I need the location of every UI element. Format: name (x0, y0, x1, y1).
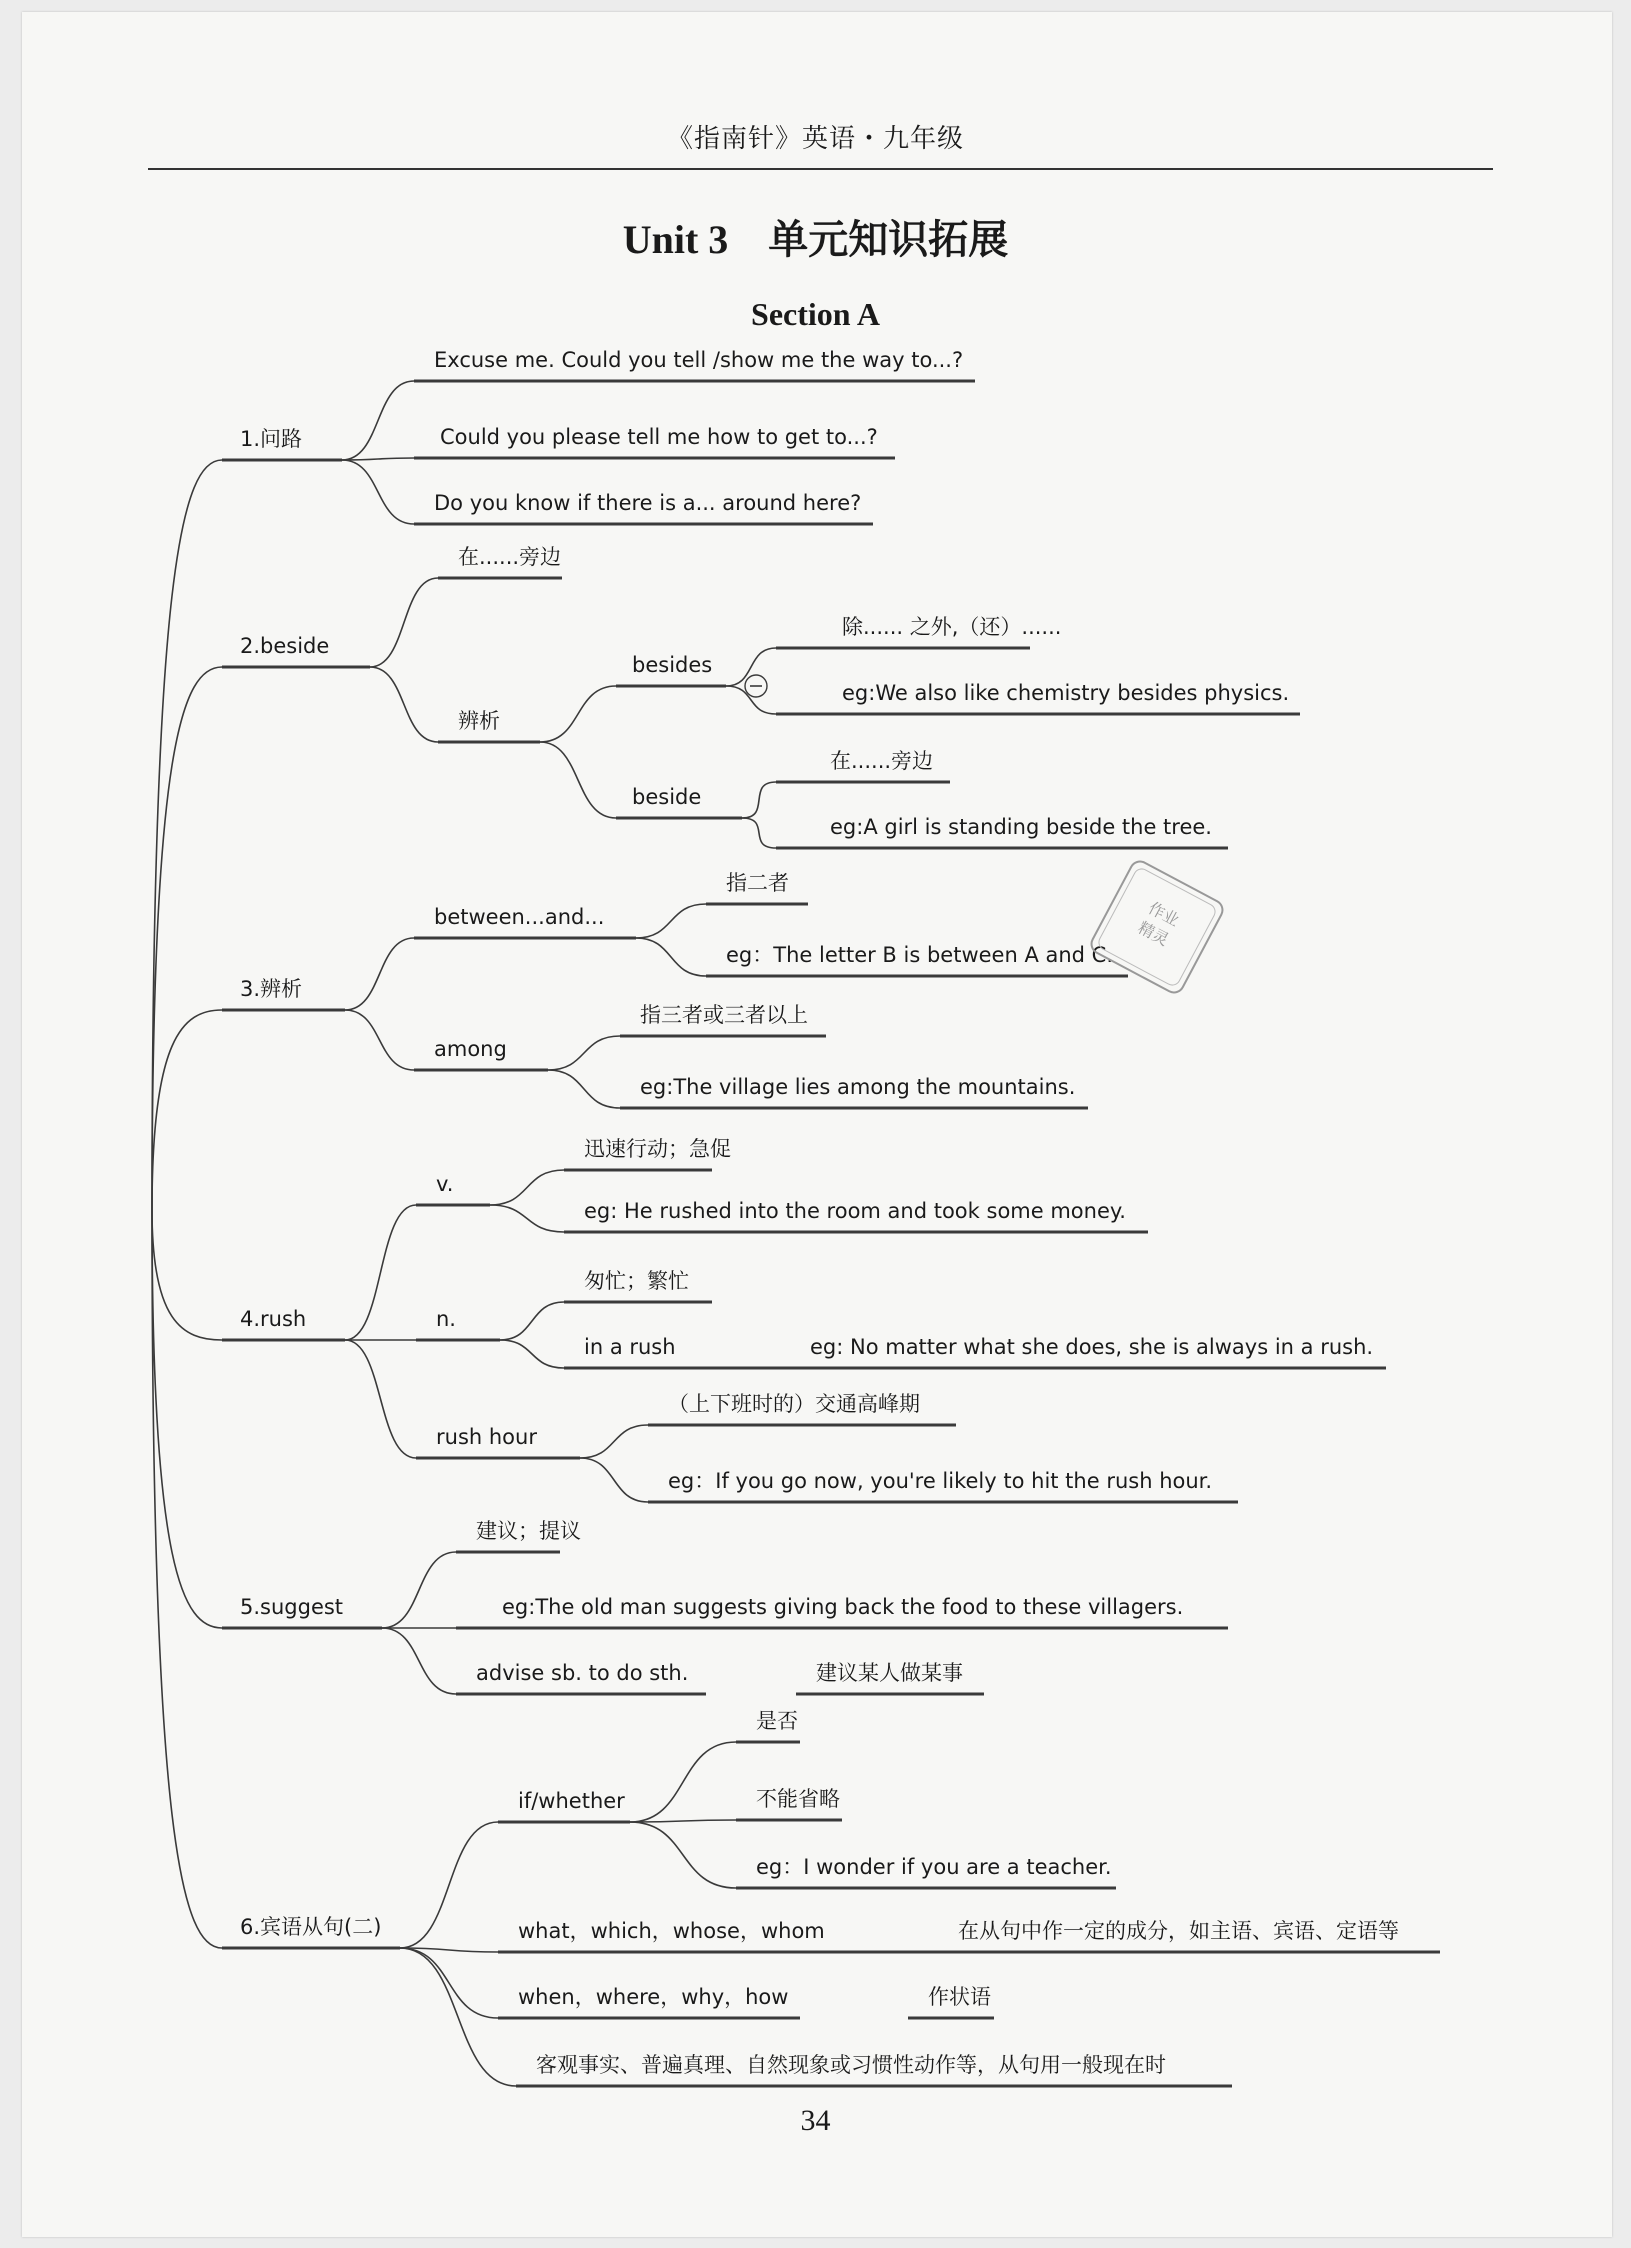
node-between: between...and... (434, 905, 605, 929)
node-besides-meaning: 除...... 之外,（还）...... (842, 615, 1062, 639)
node-beside-sub-example: eg:A girl is standing beside the tree. (830, 815, 1212, 839)
node-among: among (434, 1037, 507, 1061)
connector-n4a-n4a2 (490, 1205, 564, 1232)
node-among-meaning: 指三者或三者以上 (640, 1003, 808, 1027)
connector-n3b-n3b2 (548, 1070, 620, 1108)
node-wh-pronouns-role: 在从句中作一定的成分，如主语、宾语、定语等 (958, 1919, 1399, 1943)
page-number: 34 (800, 2104, 831, 2137)
node-between-example: eg：The letter B is between A and C. (726, 943, 1114, 967)
node-in-a-rush: in a rush (584, 1335, 676, 1359)
node-suggest-example: eg:The old man suggests giving back the food to these villagers. (502, 1595, 1184, 1619)
node-rush-verb-meaning: 迅速行动；急促 (584, 1137, 731, 1161)
node-advise: advise sb. to do sth. (476, 1661, 689, 1685)
node-besides: besides (632, 653, 713, 677)
trunk-connector-n6 (152, 1210, 222, 1948)
node-rush-hour-meaning: （上下班时的）交通高峰期 (668, 1392, 920, 1416)
node-between-meaning: 指二者 (726, 871, 789, 895)
connector-n3a-n3a1 (636, 904, 706, 938)
connector-n4b-n4b1 (500, 1302, 564, 1340)
node-object-clause: 6.宾语从句(二) (240, 1915, 382, 1939)
node-beside-sub-meaning: 在......旁边 (830, 749, 934, 773)
connector-n3b-n3b1 (548, 1036, 620, 1070)
connector-n4a-n4a1 (490, 1170, 564, 1205)
trunk-connector-n4 (152, 1210, 222, 1340)
node-beside-sub: beside (632, 785, 702, 809)
connector-n6a-n6a1 (630, 1742, 736, 1822)
node-rush: 4.rush (240, 1307, 307, 1331)
node-wh-pronouns: what，which，whose，whom (518, 1919, 825, 1943)
connector-n3-n3a (345, 938, 414, 1010)
trunk-connector-n1 (152, 460, 222, 1210)
connector-n2b2-n2b2b (742, 818, 776, 848)
node-advise-meaning: 建议某人做某事 (816, 1661, 963, 1685)
node-ask-way-1: Excuse me. Could you tell /show me the way to...? (434, 348, 964, 372)
connector-n3-n3b (345, 1010, 414, 1070)
connector-n3a-n3a2 (636, 938, 706, 976)
node-rush-verb-example: eg: He rushed into the room and took some money. (584, 1199, 1126, 1223)
connector-n5-n5a (382, 1552, 456, 1628)
node-suggest: 5.suggest (240, 1595, 344, 1619)
node-tense-rule: 客观事实、普遍真理、自然现象或习惯性动作等，从句用一般现在时 (536, 2053, 1166, 2077)
node-besides-example: eg:We also like chemistry besides physics. (842, 681, 1290, 705)
node-among-example: eg:The village lies among the mountains. (640, 1075, 1076, 1099)
connector-n1-n1c (342, 460, 414, 524)
connector-n6-n6c (400, 1948, 498, 2018)
book-header: 《指南针》英语・九年级 (666, 124, 964, 154)
node-in-a-rush-example: eg: No matter what she does, she is always in a rush. (810, 1335, 1374, 1359)
node-compare: 3.辨析 (240, 977, 303, 1001)
node-if-whether: if/whether (518, 1789, 625, 1813)
connector-n5-n5c (382, 1628, 456, 1694)
node-if-whether-example: eg：I wonder if you are a teacher. (756, 1855, 1112, 1879)
node-wh-adverbs: when，where，why，how (518, 1985, 789, 2009)
node-rush-hour-example: eg：If you go now, you're likely to hit the rush hour. (668, 1469, 1213, 1493)
connector-n2b2-n2b2a (742, 782, 776, 818)
trunk-connector-n3 (152, 1010, 222, 1210)
node-rush-verb: v. (436, 1172, 454, 1196)
connector-n2-n2a (370, 578, 438, 667)
connector-n2b-n2b1 (540, 686, 616, 742)
trunk-connector-n2 (152, 667, 222, 1210)
connector-n4-n4a (345, 1205, 416, 1340)
connector-n6-n6a (400, 1822, 498, 1948)
trunk-connector-n5 (152, 1210, 222, 1628)
connector-n1-n1a (342, 381, 414, 460)
node-beside-meaning: 在......旁边 (458, 545, 562, 569)
node-if-whether-meaning: 是否 (756, 1709, 798, 1733)
node-rush-noun-meaning: 匆忙；繁忙 (584, 1269, 689, 1293)
node-beside-compare: 辨析 (458, 709, 500, 733)
node-ask-way: 1.问路 (240, 427, 303, 451)
connector-n6a-n6a3 (630, 1822, 736, 1888)
connector-n2-n2b (370, 667, 438, 742)
svg-text:精灵: 精灵 (1134, 917, 1173, 950)
node-wh-adverbs-role: 作状语 (928, 1985, 991, 2009)
unit-title: Unit 3 单元知识拓展 (622, 217, 1009, 262)
section-title: Section A (751, 296, 880, 332)
connector-n4c-n4c2 (580, 1458, 648, 1502)
connector-n4b-n4b2 (500, 1340, 564, 1368)
node-ask-way-2: Could you please tell me how to get to...? (440, 425, 878, 449)
node-ask-way-3: Do you know if there is a... around here? (434, 491, 862, 515)
node-beside: 2.beside (240, 634, 330, 658)
svg-text:作业: 作业 (1145, 898, 1183, 931)
connector-n4c-n4c1 (580, 1425, 648, 1458)
node-rush-noun: n. (436, 1307, 456, 1331)
node-if-whether-note: 不能省略 (756, 1787, 840, 1811)
node-suggest-meaning: 建议；提议 (476, 1519, 581, 1543)
node-rush-hour: rush hour (436, 1425, 537, 1449)
connector-n4-n4c (345, 1340, 416, 1458)
connector-n2b-n2b2 (540, 742, 616, 818)
